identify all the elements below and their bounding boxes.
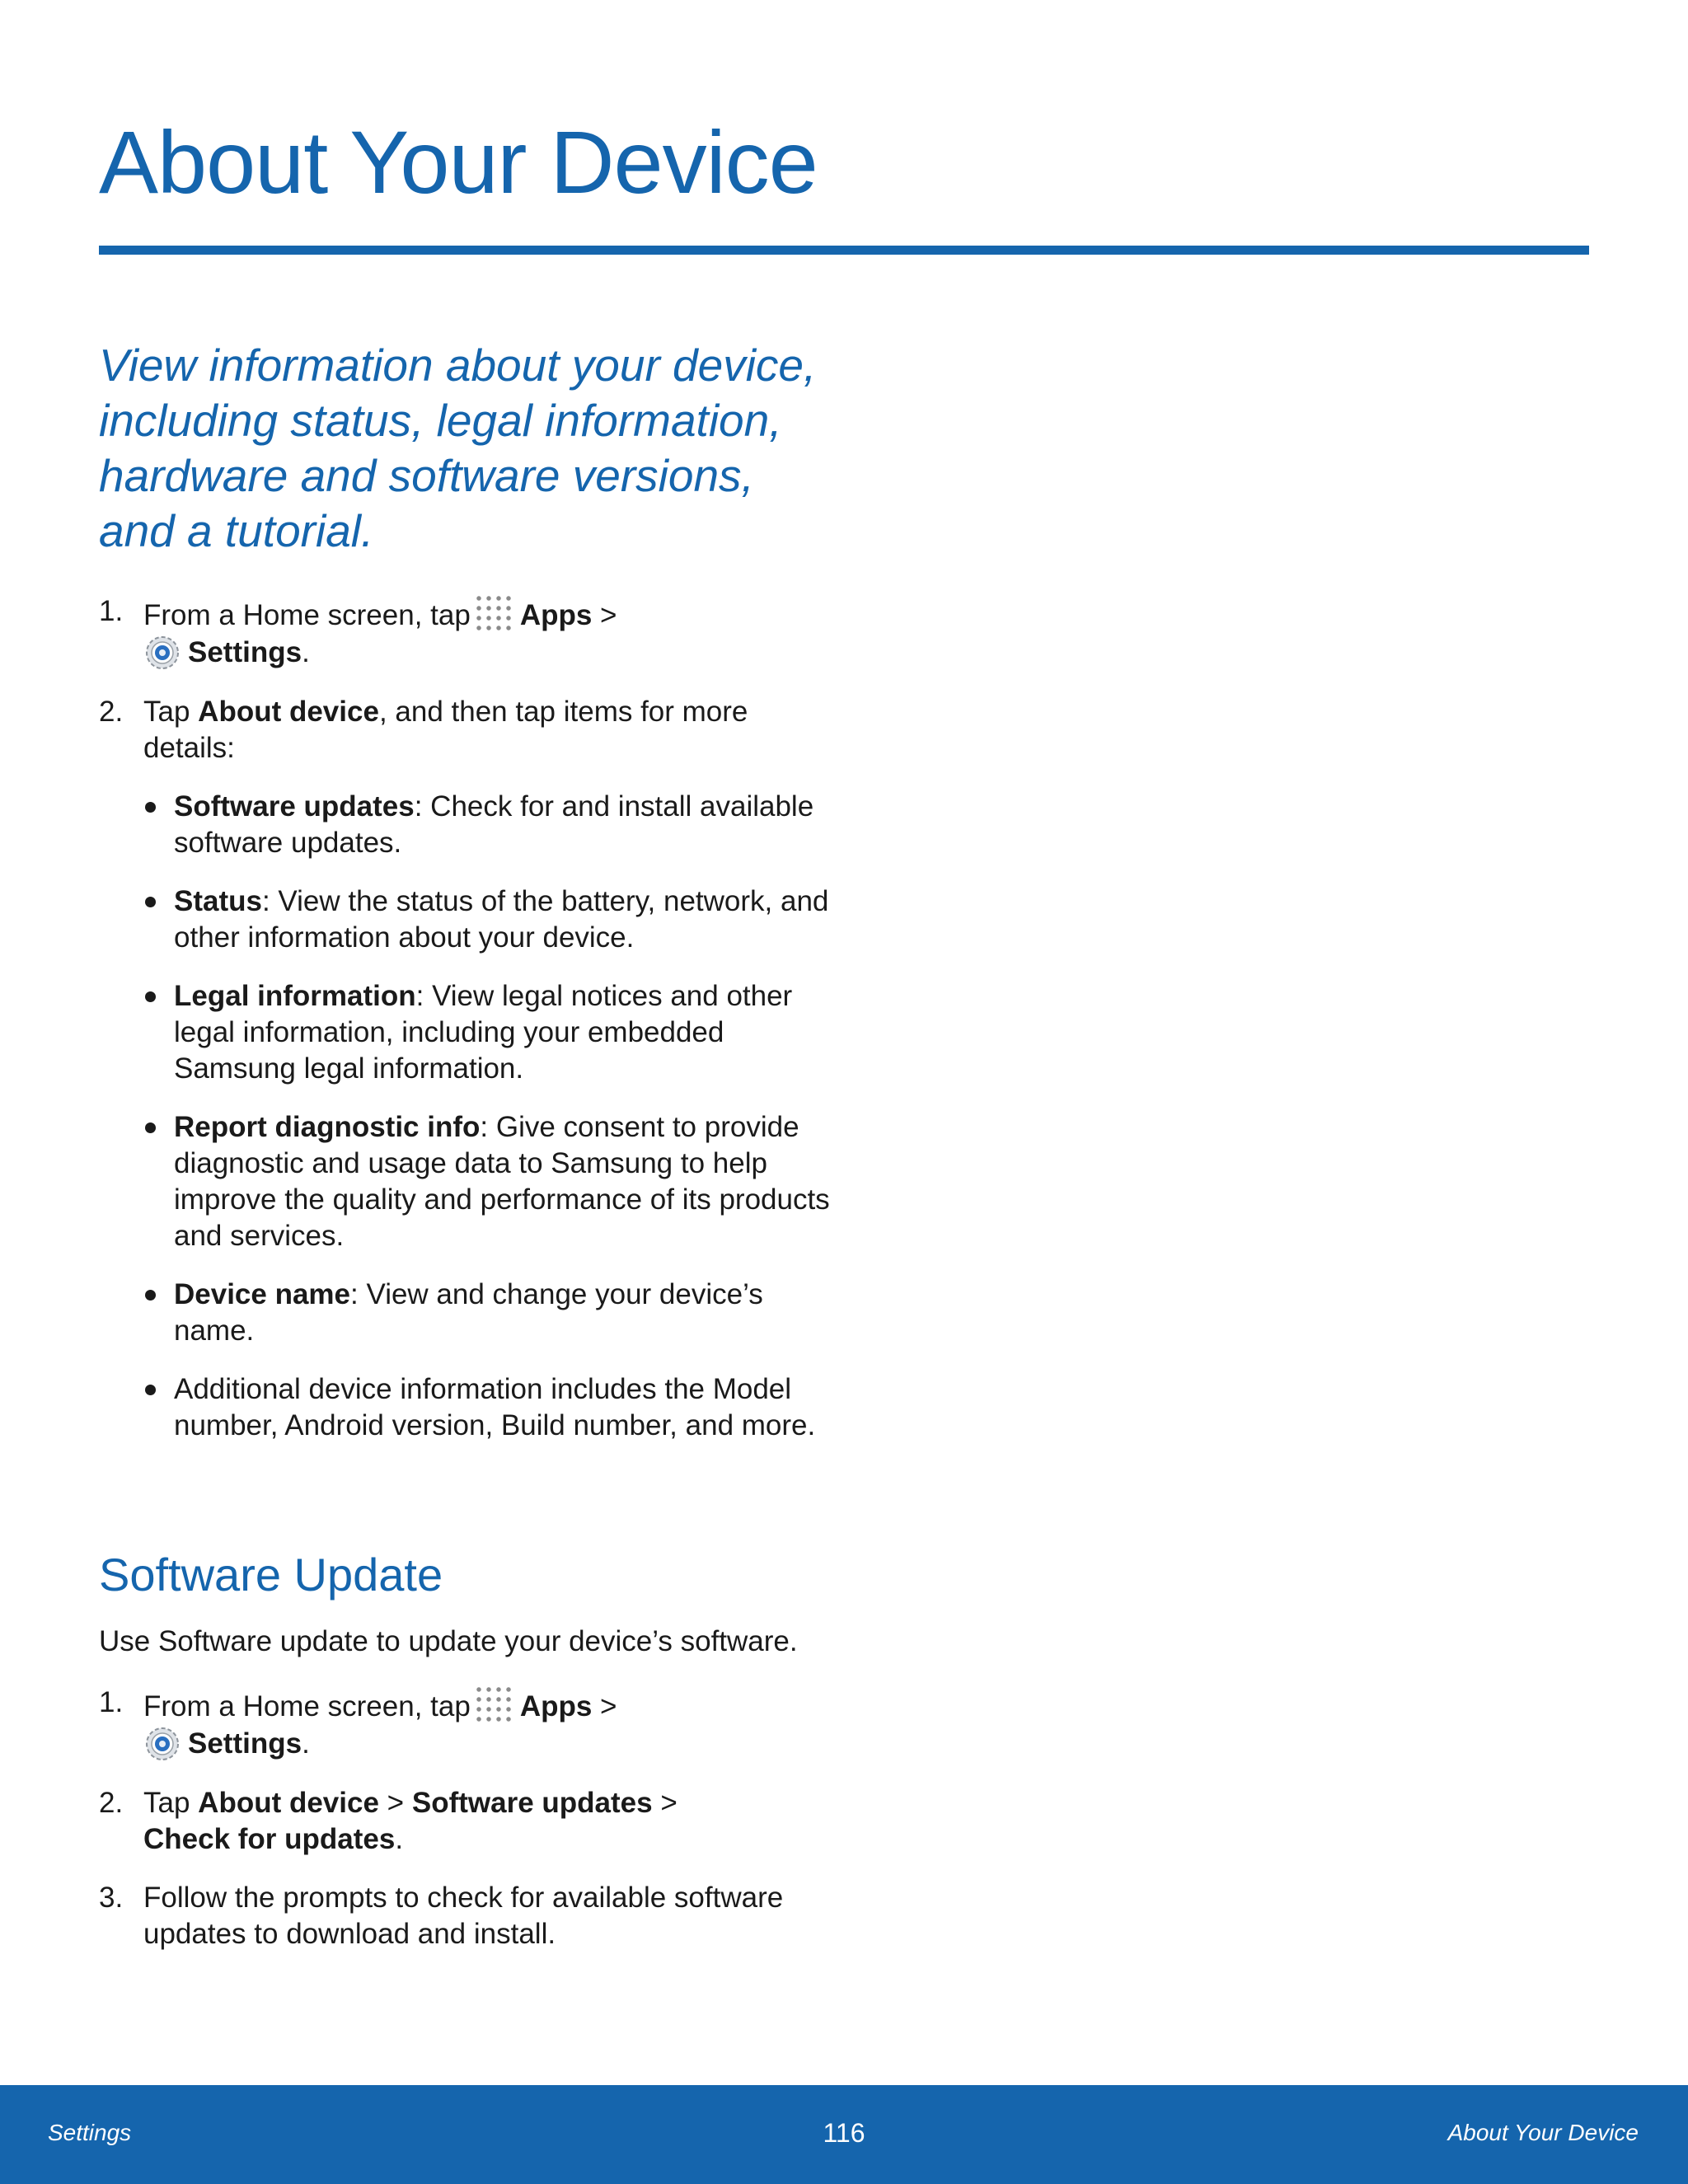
item-term: Legal information bbox=[174, 980, 416, 1012]
page-number: 116 bbox=[823, 2118, 865, 2148]
punctuation: . bbox=[395, 1823, 404, 1855]
bullet-icon bbox=[145, 897, 156, 907]
bullet-icon bbox=[145, 802, 156, 813]
step-number: 2. bbox=[99, 696, 124, 728]
apps-label: Apps bbox=[519, 1690, 593, 1722]
settings-gear-icon bbox=[143, 1725, 181, 1763]
step-3 bbox=[99, 1880, 841, 1952]
list-item bbox=[143, 1371, 841, 1444]
software-update-section bbox=[99, 1624, 841, 1975]
item-text: : Give consent to provide diagnostic and usage data to Samsung to help improve the quality and performance of its products and services. bbox=[174, 1111, 830, 1252]
apps-grid-icon bbox=[474, 593, 513, 633]
about-steps bbox=[99, 593, 841, 1466]
punctuation: . bbox=[302, 1727, 310, 1760]
footer-chapter-name: About Your Device bbox=[1447, 2120, 1639, 2145]
about-device-label: About device bbox=[198, 696, 379, 728]
step-1 bbox=[99, 1685, 841, 1763]
page-footer bbox=[0, 2085, 1688, 2184]
details-list bbox=[99, 789, 841, 1444]
bullet-icon bbox=[145, 1290, 156, 1301]
step-1 bbox=[99, 593, 841, 672]
separator: > bbox=[660, 1787, 678, 1819]
item-text: Additional device information includes the Model number, Android version, Build number, and more. bbox=[174, 1373, 816, 1441]
step-text: From a Home screen, tap bbox=[143, 1690, 471, 1722]
item-text: : Check for and install available software updates. bbox=[174, 790, 814, 859]
apps-grid-icon bbox=[474, 1685, 513, 1724]
item-text: : View legal notices and other legal information, including your embedded Samsung legal information. bbox=[174, 980, 793, 1085]
punctuation: . bbox=[302, 636, 310, 668]
item-text: : View the status of the battery, network, and other information about your device. bbox=[174, 885, 829, 954]
title-divider bbox=[99, 246, 1589, 255]
software-updates-label: Software updates bbox=[411, 1787, 653, 1819]
step-2 bbox=[99, 1785, 841, 1858]
item-term: Device name bbox=[174, 1278, 351, 1310]
item-term: Status bbox=[174, 885, 262, 917]
settings-gear-icon bbox=[143, 634, 181, 672]
footer-section-name: Settings bbox=[48, 2120, 132, 2145]
bullet-icon bbox=[145, 1122, 156, 1133]
section-intro: Use Software update to update your device’s software. bbox=[99, 1625, 798, 1657]
bullet-icon bbox=[145, 1385, 156, 1395]
item-text: : View and change your device’s name. bbox=[174, 1278, 763, 1347]
section-heading: Software Update bbox=[99, 1549, 443, 1601]
settings-label: Settings bbox=[188, 636, 302, 668]
list-item bbox=[143, 1109, 841, 1254]
intro-text: View information about your device, including status, legal information, hardware and software versions, and a tutorial. bbox=[99, 340, 817, 556]
item-term: Software updates bbox=[174, 790, 415, 823]
step-number: 1. bbox=[99, 1686, 124, 1718]
list-item bbox=[143, 789, 841, 861]
step-text: , and then tap items for more details: bbox=[143, 696, 748, 764]
settings-label: Settings bbox=[188, 1727, 302, 1760]
step-number: 1. bbox=[99, 595, 124, 627]
page-title: About Your Device bbox=[99, 112, 818, 212]
separator: > bbox=[600, 599, 617, 631]
step-number: 3. bbox=[99, 1882, 124, 1914]
apps-label: Apps bbox=[519, 599, 593, 631]
list-item bbox=[143, 978, 841, 1087]
bullet-icon bbox=[145, 991, 156, 1002]
item-term: Report diagnostic info bbox=[174, 1111, 481, 1143]
separator: > bbox=[600, 1690, 617, 1722]
step-number: 2. bbox=[99, 1787, 124, 1819]
check-for-updates-label: Check for updates bbox=[143, 1823, 396, 1855]
step-text: Follow the prompts to check for available software updates to download and install. bbox=[143, 1882, 784, 1950]
list-item bbox=[143, 1277, 841, 1349]
step-text: Tap bbox=[143, 696, 190, 728]
separator: > bbox=[387, 1787, 405, 1819]
step-text: From a Home screen, tap bbox=[143, 599, 471, 631]
list-item bbox=[143, 883, 841, 956]
step-text: Tap bbox=[143, 1787, 190, 1819]
step-2 bbox=[99, 694, 841, 766]
about-device-label: About device bbox=[198, 1787, 379, 1819]
